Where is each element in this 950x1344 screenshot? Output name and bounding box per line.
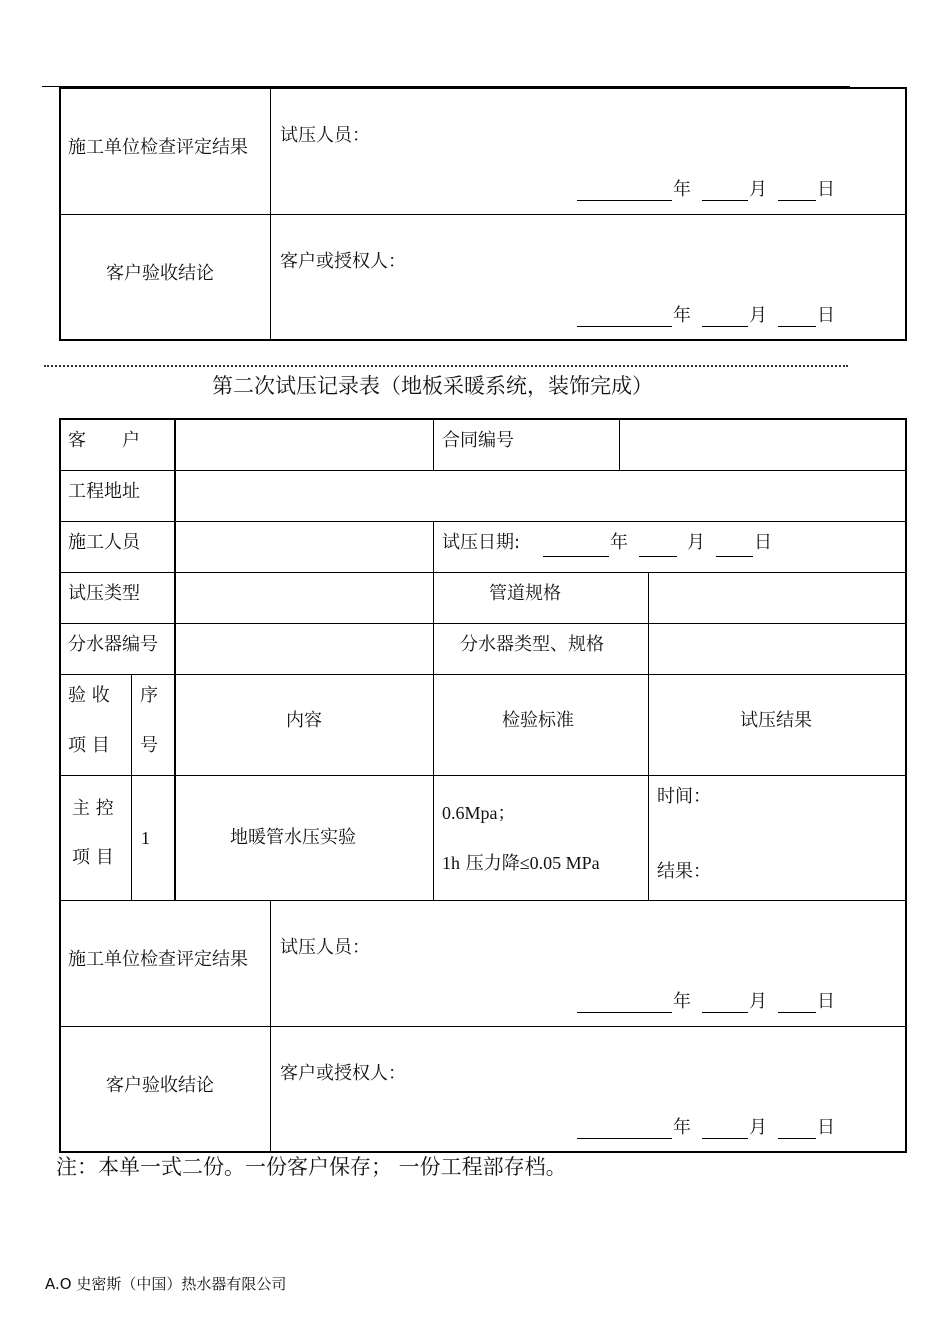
customer-sign-field-label: 客户或授权人： <box>280 251 406 272</box>
standard-duration: 1h <box>442 853 460 873</box>
customer-acceptance-label: 客户验收结论 <box>106 263 214 284</box>
installer-label: 施工人员 <box>68 532 140 553</box>
day-blank[interactable] <box>778 326 816 327</box>
day-label: 日 <box>817 1117 835 1138</box>
month-label: 月 <box>749 305 767 326</box>
test-type-label: 试压类型 <box>68 583 140 604</box>
sequence-number: 1 <box>141 828 150 848</box>
standard-pressure: 0.6Mpa； <box>442 803 516 823</box>
tester-field-label: 试压人员： <box>280 937 370 958</box>
day-blank[interactable] <box>778 200 816 201</box>
inspection-result-label: 施工单位检查评定结果 <box>68 949 248 970</box>
acceptance-item-header: 项 目 <box>68 735 110 756</box>
col-rule <box>433 419 434 470</box>
contract-number-label: 合同编号 <box>442 430 514 451</box>
day-label: 日 <box>817 179 835 200</box>
main-control-category: 主 控 <box>72 798 114 819</box>
month-blank[interactable] <box>702 200 748 201</box>
customer-label: 客 户 <box>68 430 140 451</box>
col-rule <box>131 674 132 900</box>
col-rule <box>433 521 434 900</box>
year-label: 年 <box>673 179 691 200</box>
col-rule <box>270 900 271 1152</box>
month-label: 月 <box>687 532 705 553</box>
test-date-label: 试压日期: <box>442 532 521 553</box>
pipe-spec-field[interactable] <box>650 573 905 622</box>
form-note: 注：本单一式二份。一份客户保存； 一份工程部存档。 <box>56 1155 567 1179</box>
top-table-row-rule <box>60 214 906 215</box>
row-rule <box>60 775 906 776</box>
month-blank[interactable] <box>702 326 748 327</box>
month-label: 月 <box>749 1117 767 1138</box>
year-blank[interactable] <box>577 326 672 327</box>
sequence-header: 序 <box>140 685 158 706</box>
customer-field[interactable] <box>176 420 432 469</box>
acceptance-item-header: 验 收 <box>68 685 110 706</box>
time-label: 时间： <box>657 786 711 807</box>
row-rule <box>60 674 906 675</box>
result-header: 试压结果 <box>740 710 812 731</box>
pipe-spec-label: 管道规格 <box>489 583 561 604</box>
sequence-header: 号 <box>140 735 158 756</box>
manifold-type-label: 分水器类型、规格 <box>460 634 604 655</box>
row-rule <box>60 1026 906 1027</box>
month-blank[interactable] <box>702 1012 748 1013</box>
day-blank[interactable] <box>778 1012 816 1013</box>
col-rule <box>619 419 620 470</box>
test-content: 地暖管水压实验 <box>230 827 356 848</box>
contract-number-field[interactable] <box>621 420 905 469</box>
year-label: 年 <box>673 305 691 326</box>
year-blank[interactable] <box>543 556 609 557</box>
company-footer: A.O 史密斯（中国）热水器有限公司 <box>45 1275 287 1293</box>
main-control-category: 项 目 <box>72 847 114 868</box>
address-label: 工程地址 <box>68 481 140 502</box>
day-label: 日 <box>817 991 835 1012</box>
col-rule <box>648 572 649 900</box>
manifold-number-label: 分水器编号 <box>68 634 158 655</box>
month-label: 月 <box>749 179 767 200</box>
standard-drop-value: ≤0.05 MPa <box>519 853 600 873</box>
month-label: 月 <box>749 991 767 1012</box>
year-label: 年 <box>673 1117 691 1138</box>
standard-pressure-drop <box>442 853 600 874</box>
row-rule <box>60 900 906 901</box>
inspection-result-label: 施工单位检查评定结果 <box>68 137 248 158</box>
content-header: 内容 <box>286 710 322 731</box>
customer-sign-field-label: 客户或授权人： <box>280 1063 406 1084</box>
day-label: 日 <box>754 532 772 553</box>
address-field[interactable] <box>176 471 905 520</box>
manifold-number-field[interactable] <box>176 624 432 673</box>
day-blank[interactable] <box>778 1138 816 1139</box>
customer-acceptance-label: 客户验收结论 <box>106 1075 214 1096</box>
year-blank[interactable] <box>577 200 672 201</box>
year-label: 年 <box>610 532 628 553</box>
result-label: 结果： <box>657 861 711 882</box>
month-blank[interactable] <box>639 556 677 557</box>
standard-header: 检验标准 <box>502 710 574 731</box>
year-blank[interactable] <box>577 1012 672 1013</box>
manifold-type-field[interactable] <box>650 624 905 673</box>
installer-field[interactable] <box>176 522 432 571</box>
year-blank[interactable] <box>577 1138 672 1139</box>
tester-field-label: 试压人员： <box>280 125 370 146</box>
cut-line <box>44 365 848 367</box>
day-blank[interactable] <box>716 556 753 557</box>
test-type-field[interactable] <box>176 573 432 622</box>
day-label: 日 <box>817 305 835 326</box>
standard-drop-label: 压力降 <box>465 853 520 874</box>
form-title: 第二次试压记录表（地板采暖系统，装饰完成） <box>212 374 653 398</box>
year-label: 年 <box>673 991 691 1012</box>
month-blank[interactable] <box>702 1138 748 1139</box>
